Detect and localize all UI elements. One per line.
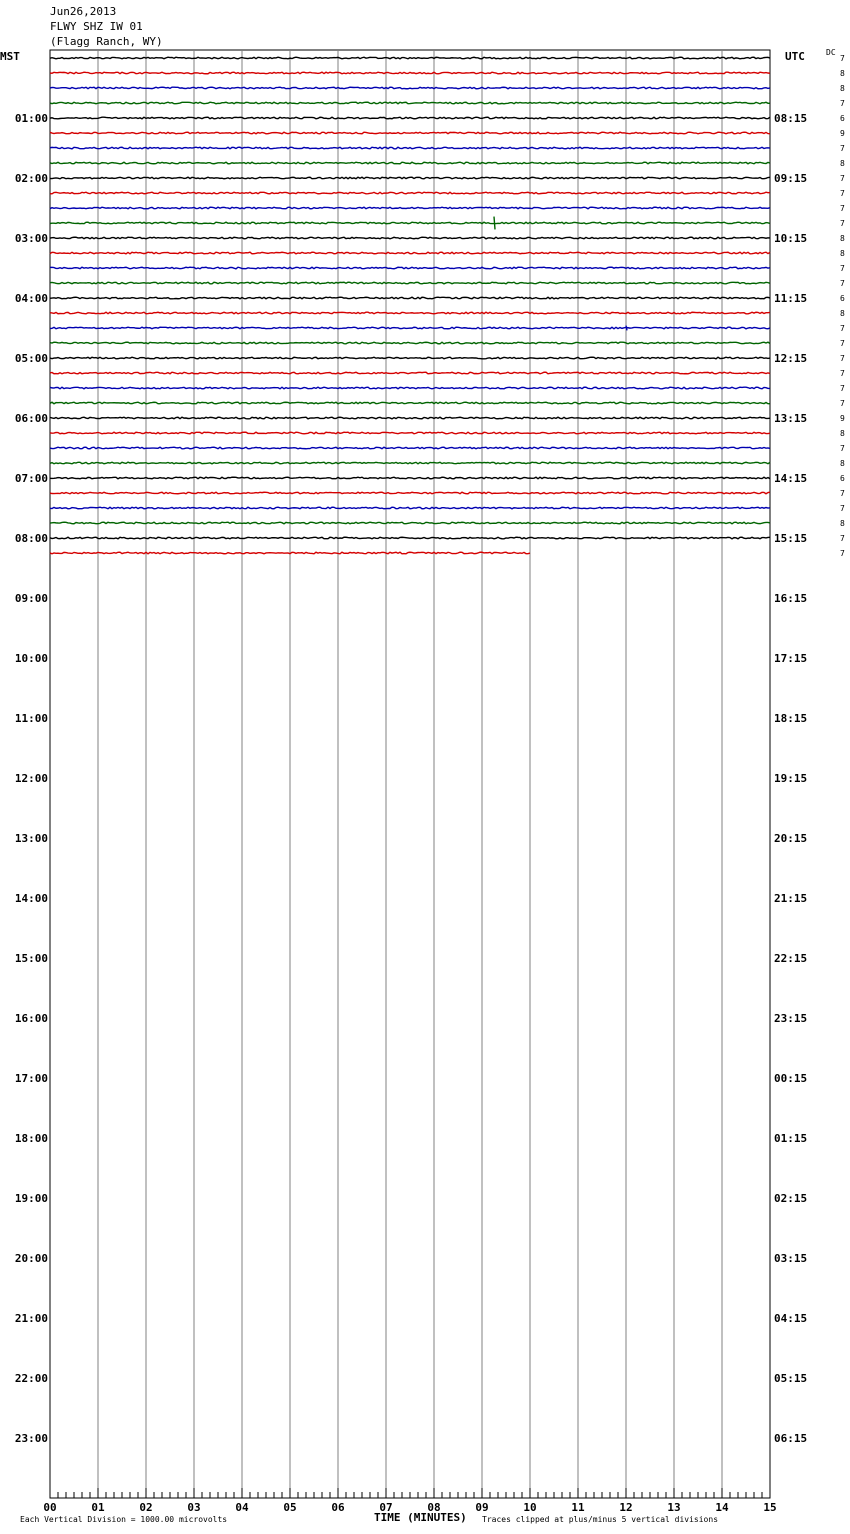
x-tick-label: 13 <box>667 1501 681 1514</box>
dc-offset-label: 8 <box>840 159 845 168</box>
left-axis-label: MST <box>0 50 20 63</box>
mst-hour-label: 20:00 <box>14 1252 48 1265</box>
dc-offset-label: 7 <box>840 504 845 513</box>
utc-hour-label: 22:15 <box>774 952 808 965</box>
x-tick-label: 11 <box>571 1501 585 1514</box>
utc-hour-label: 10:15 <box>774 232 808 245</box>
seismic-trace <box>50 372 770 374</box>
dc-offset-label: 7 <box>840 279 845 288</box>
x-tick-label: 14 <box>715 1501 729 1514</box>
mst-hour-label: 01:00 <box>14 112 48 125</box>
seismic-trace <box>50 102 770 104</box>
x-tick-label: 07 <box>379 1501 393 1514</box>
x-tick-label: 09 <box>475 1501 489 1514</box>
mst-hour-label: 19:00 <box>14 1192 48 1205</box>
dc-offset-label: 8 <box>840 84 845 93</box>
utc-hour-label: 13:15 <box>774 412 808 425</box>
x-tick-label: 01 <box>91 1501 105 1514</box>
seismic-trace <box>50 387 770 389</box>
utc-hour-label: 03:15 <box>774 1252 808 1265</box>
mst-hour-label: 14:00 <box>14 892 48 905</box>
dc-offset-label: 8 <box>840 519 845 528</box>
dc-offset-label: 8 <box>840 234 845 243</box>
dc-offset-label: 6 <box>840 474 845 483</box>
dc-offset-label: 7 <box>840 369 845 378</box>
seismic-trace <box>50 477 770 479</box>
seismic-trace <box>50 462 770 464</box>
dc-offset-label: 7 <box>840 204 845 213</box>
seismic-trace <box>50 237 770 239</box>
dc-offset-label: 7 <box>840 174 845 183</box>
right-axis-label: UTC <box>785 50 805 63</box>
dc-offset-label: 6 <box>840 294 845 303</box>
dc-offset-label: 8 <box>840 249 845 258</box>
utc-hour-label: 23:15 <box>774 1012 808 1025</box>
header-date: Jun26,2013 <box>50 5 117 18</box>
seismic-trace <box>50 57 770 59</box>
utc-hour-label: 04:15 <box>774 1312 808 1325</box>
seismic-trace <box>50 447 770 449</box>
mst-hour-label: 10:00 <box>14 652 48 665</box>
utc-hour-label: 15:15 <box>774 532 808 545</box>
seismic-trace <box>50 537 770 539</box>
seismic-trace <box>50 117 770 119</box>
seismic-trace <box>50 162 770 164</box>
mst-hour-label: 07:00 <box>14 472 48 485</box>
seismic-trace <box>50 507 770 509</box>
x-tick-label: 04 <box>235 1501 249 1514</box>
x-tick-label: 10 <box>523 1501 537 1514</box>
seismic-trace <box>50 342 770 344</box>
dc-offset-label: 7 <box>840 219 845 228</box>
utc-hour-label: 12:15 <box>774 352 808 365</box>
x-tick-label: 12 <box>619 1501 633 1514</box>
utc-hour-label: 06:15 <box>774 1432 808 1445</box>
x-tick-label: 02 <box>139 1501 153 1514</box>
dc-offset-label: 6 <box>840 114 845 123</box>
dc-offset-label: 7 <box>840 99 845 108</box>
seismic-trace <box>50 402 770 404</box>
header-location: (Flagg Ranch, WY) <box>50 35 163 48</box>
seismic-trace <box>50 522 770 524</box>
seismic-trace <box>50 252 770 254</box>
dc-offset-label: 8 <box>840 429 845 438</box>
seismic-trace <box>50 207 770 209</box>
mst-hour-label: 15:00 <box>14 952 48 965</box>
x-tick-label: 00 <box>43 1501 57 1514</box>
seismic-trace <box>50 147 770 149</box>
utc-hour-label: 08:15 <box>774 112 808 125</box>
mst-hour-label: 17:00 <box>14 1072 48 1085</box>
seismic-trace <box>50 312 770 314</box>
dc-label: DC <box>826 48 836 57</box>
utc-hour-label: 01:15 <box>774 1132 808 1145</box>
dc-offset-label: 8 <box>840 309 845 318</box>
footer-vertical-division-note: Each Vertical Division = 1000.00 microvolts <box>20 1515 228 1524</box>
utc-hour-label: 09:15 <box>774 172 808 185</box>
dc-offset-label: 7 <box>840 339 845 348</box>
mst-hour-label: 22:00 <box>14 1372 48 1385</box>
utc-hour-label: 20:15 <box>774 832 808 845</box>
utc-hour-label: 05:15 <box>774 1372 808 1385</box>
utc-hour-label: 18:15 <box>774 712 808 725</box>
seismic-trace <box>50 492 770 494</box>
seismic-trace <box>50 417 770 419</box>
utc-hour-label: 21:15 <box>774 892 808 905</box>
mst-hour-label: 23:00 <box>14 1432 48 1445</box>
mst-hour-label: 18:00 <box>14 1132 48 1145</box>
x-tick-label: 08 <box>427 1501 441 1514</box>
mst-hour-label: 04:00 <box>14 292 48 305</box>
mst-hour-label: 11:00 <box>14 712 48 725</box>
utc-hour-label: 02:15 <box>774 1192 808 1205</box>
seismic-trace <box>50 177 770 179</box>
mst-hour-label: 05:00 <box>14 352 48 365</box>
mst-hour-label: 21:00 <box>14 1312 48 1325</box>
mst-hour-label: 13:00 <box>14 832 48 845</box>
footer-clipping-note: Traces clipped at plus/minus 5 vertical divisions <box>482 1515 719 1524</box>
seismic-trace <box>50 267 770 269</box>
utc-hour-label: 16:15 <box>774 592 808 605</box>
dc-offset-label: 9 <box>840 414 845 423</box>
dc-offset-label: 7 <box>840 444 845 453</box>
seismic-trace <box>50 357 770 359</box>
seismic-trace <box>50 87 770 89</box>
dc-offset-label: 7 <box>840 144 845 153</box>
utc-hour-label: 19:15 <box>774 772 808 785</box>
dc-offset-label: 7 <box>840 549 845 558</box>
x-tick-label: 03 <box>187 1501 201 1514</box>
dc-offset-label: 7 <box>840 489 845 498</box>
dc-offset-label: 7 <box>840 399 845 408</box>
seismic-trace <box>50 297 770 299</box>
dc-offset-label: 7 <box>840 534 845 543</box>
seismic-trace <box>50 282 770 284</box>
x-axis-title: TIME (MINUTES) <box>374 1511 467 1524</box>
utc-hour-label: 17:15 <box>774 652 808 665</box>
utc-hour-label: 14:15 <box>774 472 808 485</box>
seismic-trace <box>50 326 770 331</box>
dc-offset-label: 8 <box>840 459 845 468</box>
mst-hour-label: 16:00 <box>14 1012 48 1025</box>
mst-hour-label: 03:00 <box>14 232 48 245</box>
mst-hour-label: 12:00 <box>14 772 48 785</box>
dc-offset-label: 7 <box>840 324 845 333</box>
seismic-trace <box>50 72 770 74</box>
dc-offset-label: 7 <box>840 54 845 63</box>
seismic-trace <box>50 432 770 434</box>
dc-offset-label: 7 <box>840 189 845 198</box>
dc-offset-label: 8 <box>840 69 845 78</box>
seismic-trace <box>50 132 770 134</box>
seismic-trace <box>50 192 770 194</box>
mst-hour-label: 02:00 <box>14 172 48 185</box>
seismic-trace <box>50 217 770 230</box>
dc-offset-label: 7 <box>840 264 845 273</box>
mst-hour-label: 08:00 <box>14 532 48 545</box>
header-station: FLWY SHZ IW 01 <box>50 20 143 33</box>
utc-hour-label: 00:15 <box>774 1072 808 1085</box>
mst-hour-label: 06:00 <box>14 412 48 425</box>
x-tick-label: 05 <box>283 1501 297 1514</box>
x-tick-label: 15 <box>763 1501 777 1514</box>
dc-offset-label: 7 <box>840 384 845 393</box>
dc-offset-label: 7 <box>840 354 845 363</box>
x-tick-label: 06 <box>331 1501 345 1514</box>
utc-hour-label: 11:15 <box>774 292 808 305</box>
mst-hour-label: 09:00 <box>14 592 48 605</box>
dc-offset-label: 9 <box>840 129 845 138</box>
